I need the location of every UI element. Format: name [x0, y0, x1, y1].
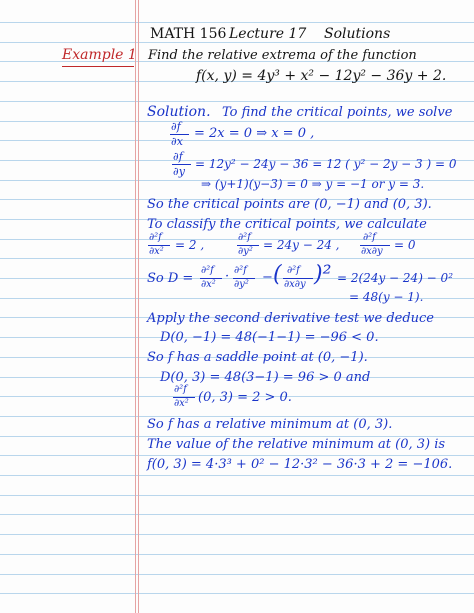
ruled-line: [0, 514, 474, 515]
ruled-line: [0, 101, 474, 102]
d-a-denominator: ∂x²: [201, 279, 216, 290]
fxx-denominator: ∂x²: [149, 246, 164, 257]
ruled-line: [0, 574, 474, 575]
eq2-denominator: ∂y: [173, 165, 185, 178]
d-rhs-simplified: = 48(y − 1).: [349, 290, 424, 304]
eq2-numerator: ∂f: [173, 150, 183, 163]
example-label: Example 1: [62, 47, 137, 63]
minimum-value-statement: The value of the relative minimum at (0, 3) is: [147, 437, 446, 452]
fyy-numerator: ∂²f: [238, 232, 251, 243]
d-paren-open: (: [273, 262, 282, 287]
ruled-line: [0, 121, 474, 122]
fxy-denominator: ∂x∂y: [361, 246, 383, 257]
classify-statement: To classify the critical points, we calculate: [147, 217, 427, 232]
problem-function: f(x, y) = 4y³ + x² − 12y² − 36y + 2.: [196, 68, 447, 84]
fxx-numerator: ∂²f: [149, 232, 162, 243]
apply-test-statement: Apply the second derivative test we deduce: [147, 311, 435, 326]
ruled-line: [0, 554, 474, 555]
d-paren-close: )²: [314, 262, 332, 287]
eq1-rhs: = 2x = 0 ⇒ x = 0 ,: [194, 126, 315, 141]
document-type: Solutions: [324, 26, 391, 42]
solution-intro: To find the critical points, we solve: [222, 105, 453, 120]
d-at-0-3: D(0, 3) = 48(3−1) = 96 > 0 and: [160, 370, 371, 385]
minimum-statement: So f has a relative minimum at (0, 3).: [147, 417, 393, 432]
fxy-value: = 0: [394, 238, 416, 252]
fyy-value: = 24y − 24 ,: [263, 238, 340, 252]
solution-label: Solution.: [147, 104, 211, 120]
d-a-numerator: ∂²f: [201, 265, 214, 276]
fxx03-numerator: ∂²f: [174, 384, 187, 395]
ruled-line: [0, 455, 474, 456]
course-title: MATH 156: [150, 26, 227, 42]
fxx03-value: (0, 3) = 2 > 0.: [198, 390, 292, 405]
ruled-line: [0, 475, 474, 476]
d-b-denominator: ∂y²: [234, 279, 249, 290]
lecture-number: Lecture 17: [229, 26, 307, 42]
d-label: So D =: [147, 271, 194, 286]
ruled-line: [0, 495, 474, 496]
d-rhs: = 2(24y − 24) − 0²: [337, 271, 453, 285]
eq2-rhs: = 12y² − 24y − 36 = 12 ( y² − 2y − 3 ) = 0: [195, 157, 457, 171]
d-at-0-neg1: D(0, −1) = 48(−1−1) = −96 < 0.: [160, 330, 379, 345]
d-b-numerator: ∂²f: [234, 265, 247, 276]
problem-statement: Find the relative extrema of the function: [148, 48, 417, 63]
ruled-line: [0, 22, 474, 23]
d-dot: ·: [225, 269, 230, 284]
d-minus: −: [262, 270, 273, 285]
critical-points-statement: So the critical points are (0, −1) and (0, 3).: [147, 197, 432, 212]
eq1-denominator: ∂x: [171, 135, 183, 148]
margin-line-inner: [138, 0, 139, 613]
fyy-denominator: ∂y²: [238, 246, 253, 257]
fxx03-denominator: ∂x²: [174, 398, 189, 409]
minimum-value-computation: f(0, 3) = 4·3³ + 0² − 12·3² − 36·3 + 2 = −106.: [147, 457, 453, 472]
ruled-line: [0, 593, 474, 594]
margin-line: [135, 0, 136, 613]
ruled-line: [0, 534, 474, 535]
d-c-denominator: ∂x∂y: [284, 279, 306, 290]
saddle-point-statement: So f has a saddle point at (0, −1).: [147, 350, 368, 365]
ruled-line: [0, 42, 474, 43]
d-c-numerator: ∂²f: [287, 265, 300, 276]
eq3-roots: ⇒ (y+1)(y−3) = 0 ⇒ y = −1 or y = 3.: [201, 177, 425, 191]
example-underline: [62, 66, 134, 67]
eq1-numerator: ∂f: [171, 120, 181, 133]
fxx-value: = 2 ,: [175, 238, 205, 252]
fxy-numerator: ∂²f: [363, 232, 376, 243]
ruled-line: [0, 258, 474, 259]
